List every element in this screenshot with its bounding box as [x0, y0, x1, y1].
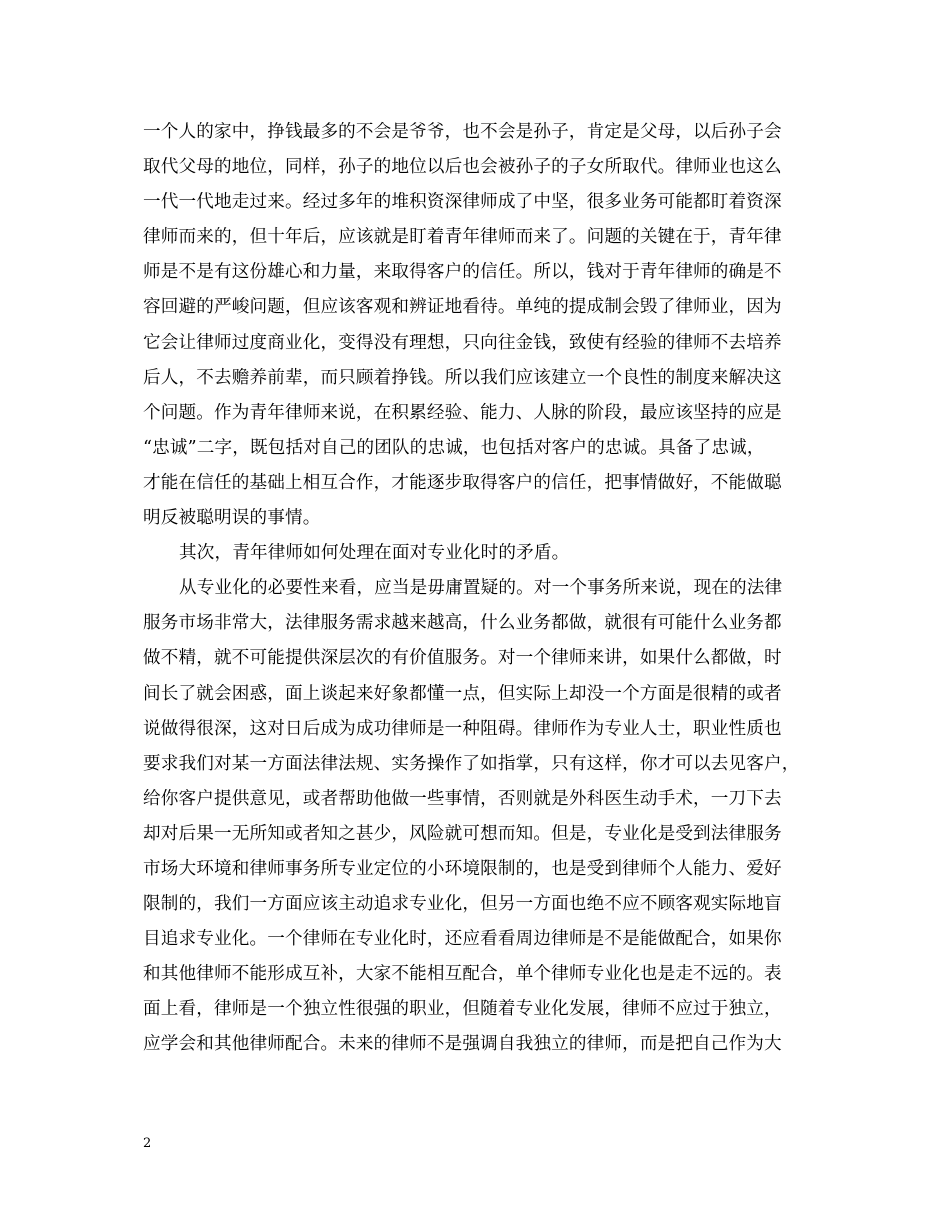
text-line: 明反被聪明误的事情。 — [143, 508, 321, 529]
text-line: 和其他律师不能形成互补，大家不能相互配合，单个律师专业化也是走不远的。表 — [143, 964, 782, 985]
text-line: 市场大环境和律师事务所专业定位的小环境限制的，也是受到律师个人能力、爱好 — [143, 858, 782, 879]
text-line: 个问题。作为青年律师来说，在积累经验、能力、人脉的阶段，最应该坚持的应是 — [143, 402, 782, 423]
text-line: 说做得很深，这对日后成为成功律师是一种阻碍。律师作为专业人士，职业性质也 — [143, 718, 782, 739]
text-line: 才能在信任的基础上相互合作，才能逐步取得客户的信任，把事情做好，不能做聪 — [143, 472, 782, 493]
text-line: 从专业化的必要性来看，应当是毋庸置疑的。对一个事务所来说，现在的法律 — [179, 578, 783, 599]
text-line: 面上看，律师是一个独立性很强的职业，但随着专业化发展，律师不应过于独立， — [143, 999, 782, 1020]
text-line: 一代一代地走过来。经过多年的堆积资深律师成了中坚，很多业务可能都盯着资深 — [143, 192, 782, 213]
text-line: 要求我们对某一方面法律法规、实务操作了如指掌，只有这样，你才可以去见客户， — [143, 753, 800, 774]
text-line: 服务市场非常大，法律服务需求越来越高，什么业务都做，就很有可能什么业务都 — [143, 613, 782, 634]
text-line: 它会让律师过度商业化，变得没有理想，只向往金钱，致使有经验的律师不去培养 — [143, 332, 782, 353]
text-line: 律师而来的，但十年后，应该就是盯着青年律师而来了。问题的关键在于，青年律 — [143, 227, 782, 248]
text-line: 做不精，就不可能提供深层次的有价值服务。对一个律师来讲，如果什么都做，时 — [143, 648, 782, 669]
text-line: 后人，不去赡养前辈，而只顾着挣钱。所以我们应该建立一个良性的制度来解决这 — [143, 367, 782, 388]
text-line: 间长了就会困惑，面上谈起来好象都懂一点，但实际上却没一个方面是很精的或者 — [143, 683, 782, 704]
text-line: 一个人的家中，挣钱最多的不会是爷爷，也不会是孙子，肯定是父母，以后孙子会 — [143, 122, 782, 142]
text-line: 给你客户提供意见，或者帮助他做一些事情，否则就是外科医生动手术，一刀下去 — [143, 788, 782, 809]
text-line: 其次，青年律师如何处理在面对专业化时的矛盾。 — [179, 543, 570, 564]
text-line: 容回避的严峻问题，但应该客观和辨证地看待。单纯的提成制会毁了律师业，因为 — [143, 297, 782, 318]
text-line: “忠诚”二字，既包括对自己的团队的忠诚，也包括对客户的忠诚。具备了忠诚， — [143, 437, 765, 458]
text-line: 应学会和其他律师配合。未来的律师不是强调自我独立的律师，而是把自己作为大 — [143, 1034, 782, 1055]
body-text — [143, 115, 823, 1063]
text-line: 取代父母的地位，同样，孙子的地位以后也会被孙子的子女所取代。律师业也这么 — [143, 157, 782, 178]
text-line: 目追求专业化。一个律师在专业化时，还应看看周边律师是不是能做配合，如果你 — [143, 929, 782, 950]
page-number: 2 — [143, 1136, 152, 1151]
text-line: 限制的，我们一方面应该主动追求专业化，但另一方面也绝不应不顾客观实际地盲 — [143, 894, 782, 915]
text-line: 师是不是有这份雄心和力量，来取得客户的信任。所以，钱对于青年律师的确是不 — [143, 262, 782, 283]
text-line: 却对后果一无所知或者知之甚少，风险就可想而知。但是，专业化是受到法律服务 — [143, 823, 782, 844]
